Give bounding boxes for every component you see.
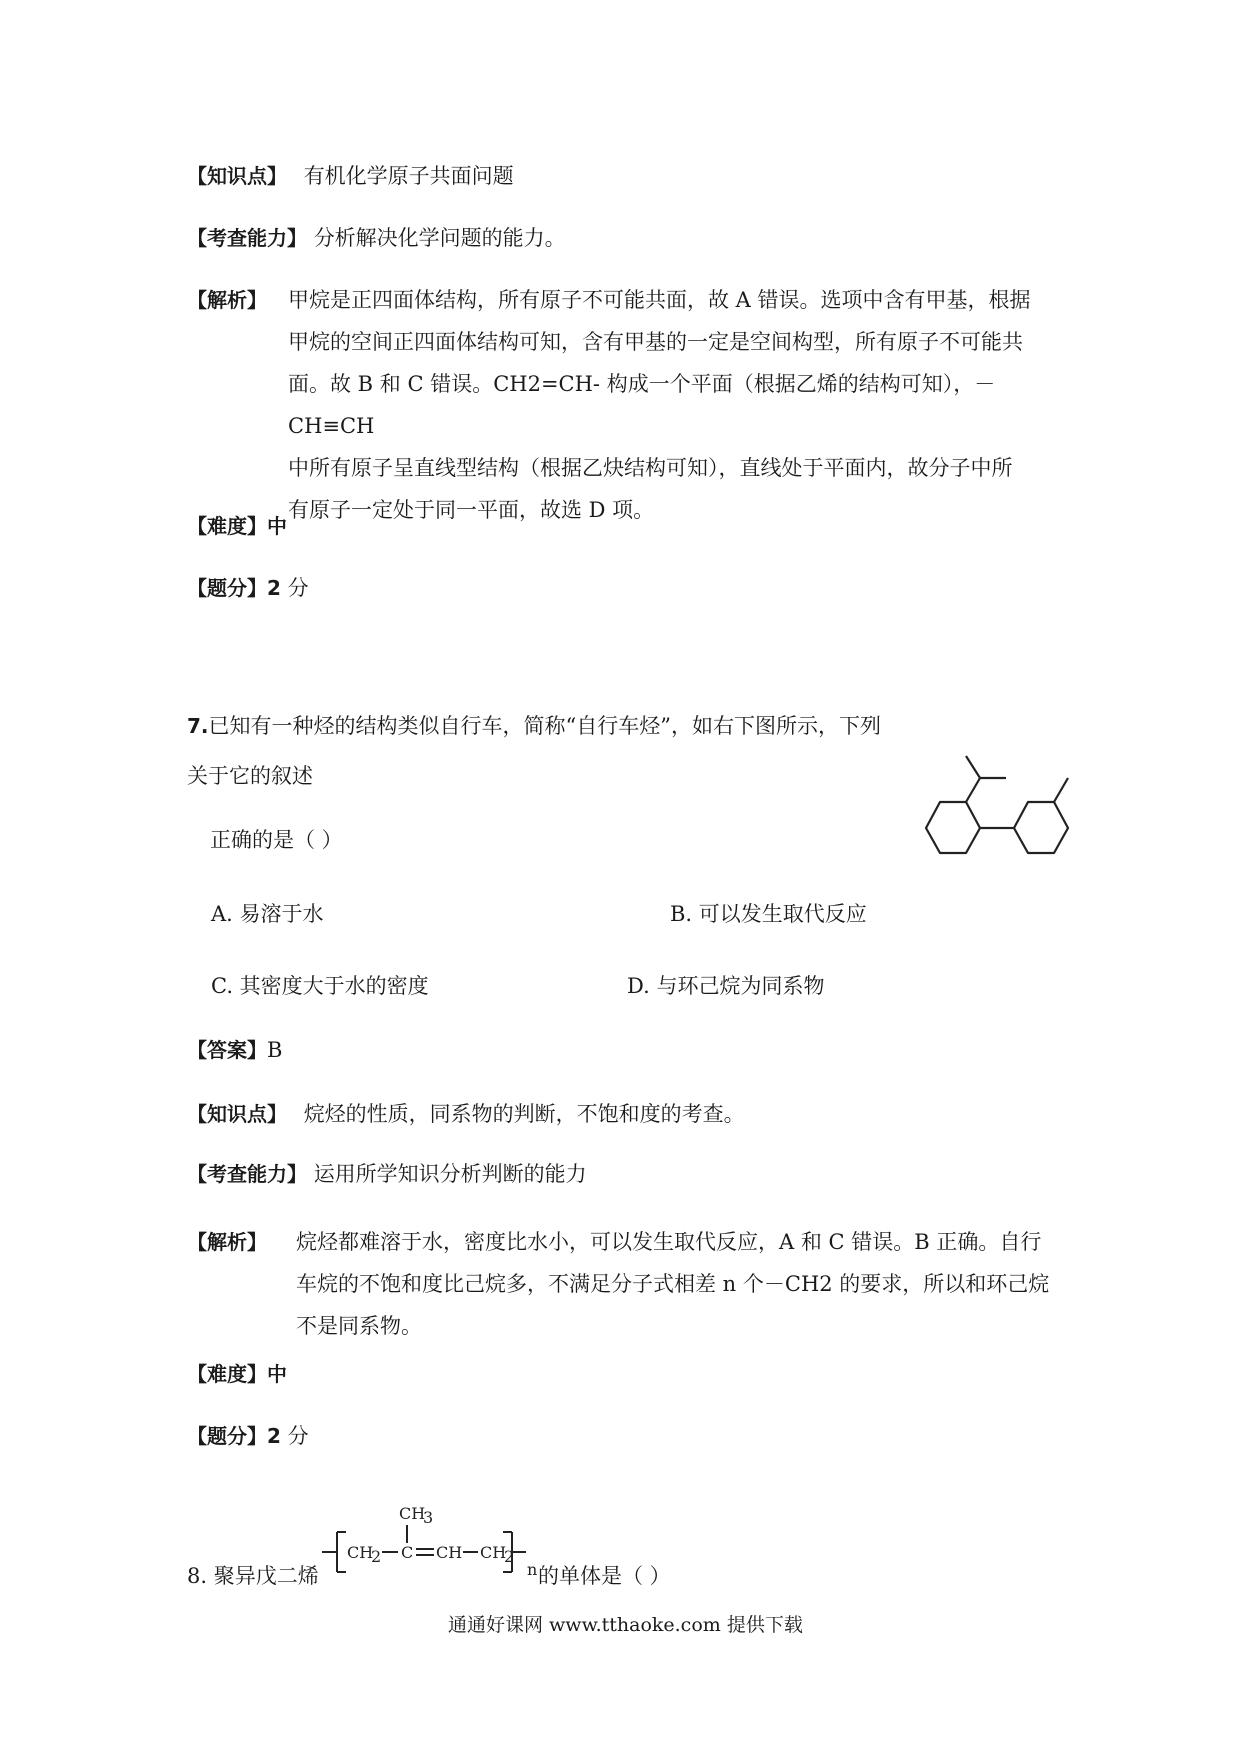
q7-stem-line1: [187, 712, 881, 740]
q6-analysis-line: 有原子一定处于同一平面，故选 D 项。: [288, 498, 655, 522]
q8-chain-c: CH: [436, 1543, 463, 1562]
q8-n: n: [527, 1560, 538, 1579]
q7-score-row: [187, 1422, 309, 1450]
q7-difficulty-value: 中: [267, 1362, 287, 1386]
q8-ch3-sub: 3: [423, 1508, 434, 1527]
q7-analysis-tag: 【解析】: [187, 1230, 267, 1254]
q8-chain-a: CH: [347, 1543, 374, 1562]
q6-score-row: [187, 574, 309, 602]
q7-stem-line3: 正确的是（ ）: [210, 828, 343, 852]
q7-analysis-line: 不是同系物。: [296, 1314, 422, 1338]
q6-analysis-line: 甲烷的空间正四面体结构可知，含有甲基的一定是空间构型，所有原子不可能共: [288, 330, 1023, 354]
q7-knowledge-row: [187, 1100, 745, 1128]
q6-analysis-line: 甲烷是正四面体结构，所有原子不可能共面，故 A 错误。选项中含有甲基，根据: [288, 288, 1031, 312]
q7-analysis-body: [296, 1221, 1056, 1347]
q8-chain-d: CH: [480, 1543, 507, 1562]
q6-knowledge-row: [187, 162, 514, 190]
q8-chain-a-sub: 2: [371, 1547, 382, 1566]
q7-number: 7.: [187, 714, 209, 738]
q6-analysis-line: 面。故 B 和 C 错误。CH2=CH- 构成一个平面（根据乙烯的结构可知），－CH≡CH: [288, 372, 996, 438]
q7-ability-text: 运用所学知识分析判断的能力: [313, 1162, 587, 1186]
q6-analysis-tag-row: [187, 286, 267, 314]
q7-knowledge-tag: 【知识点】: [187, 1102, 287, 1126]
q7-option-c: C. 其密度大于水的密度: [211, 974, 429, 998]
q6-knowledge-text: 有机化学原子共面问题: [303, 164, 514, 188]
q6-knowledge-tag: 【知识点】: [187, 164, 287, 188]
q7-knowledge-text: 烷烃的性质，同系物的判断，不饱和度的考查。: [303, 1102, 745, 1126]
q6-score-unit: 分: [287, 576, 309, 600]
q7-option-d: D. 与环己烷为同系物: [627, 974, 825, 998]
q7-stem-line2: 关于它的叙述: [187, 764, 313, 788]
q7-answer-row: [187, 1036, 282, 1064]
q7-answer-value: B: [267, 1038, 283, 1062]
q7-ability-tag: 【考查能力】: [187, 1162, 307, 1186]
page-footer: 通通好课网 www.tthaoke.com 提供下载: [448, 1614, 803, 1636]
q7-ability-row: [187, 1160, 587, 1188]
q7-analysis-line: 车烷的不饱和度比己烷多，不满足分子式相差 n 个－CH2 的要求，所以和环己烷: [296, 1272, 1050, 1296]
q8-chain-d-sub: 2: [504, 1547, 515, 1566]
q6-analysis-line: 中所有原子呈直线型结构（根据乙炔结构可知），直线处于平面内，故分子中所: [288, 456, 1013, 480]
q7-difficulty-tag: 【难度】: [187, 1362, 267, 1386]
q6-difficulty-value: 中: [267, 514, 287, 538]
q8-prefix: 8. 聚异戊二烯: [187, 1564, 319, 1588]
q6-ability-tag: 【考查能力】: [187, 226, 307, 250]
q7-option-b: B. 可以发生取代反应: [670, 902, 867, 926]
q8-suffix: 的单体是（ ）: [538, 1564, 671, 1588]
q8-ch3: CH: [399, 1504, 426, 1523]
q7-analysis-line: 烷烃都难溶于水，密度比水小，可以发生取代反应，A 和 C 错误。B 正确。自行: [296, 1230, 1042, 1254]
q7-score-unit: 分: [287, 1424, 309, 1448]
q7-stem-text1: 已知有一种烃的结构类似自行车，简称“自行车烃”，如右下图所示，下列: [208, 714, 881, 738]
q6-ability-text: 分析解决化学问题的能力。: [313, 226, 566, 250]
q7-option-a: A. 易溶于水: [211, 902, 324, 926]
q7-analysis-tag-row: [187, 1228, 267, 1256]
q6-score-number: 2: [267, 576, 281, 600]
q7-score-number: 2: [267, 1424, 281, 1448]
q6-score-tag: 【题分】: [187, 576, 267, 600]
q7-answer-tag: 【答案】: [187, 1038, 267, 1062]
left-ring-path: [926, 802, 980, 853]
q7-difficulty-row: [187, 1360, 287, 1388]
q6-analysis-body: [288, 279, 1048, 531]
right-ring-path: [1014, 802, 1068, 853]
q8-chain-b: C: [401, 1543, 414, 1562]
q6-difficulty-row: [187, 512, 287, 540]
q6-ability-row: [187, 224, 566, 252]
q7-score-tag: 【题分】: [187, 1424, 267, 1448]
q6-difficulty-tag: 【难度】: [187, 514, 267, 538]
q6-analysis-tag: 【解析】: [187, 288, 267, 312]
